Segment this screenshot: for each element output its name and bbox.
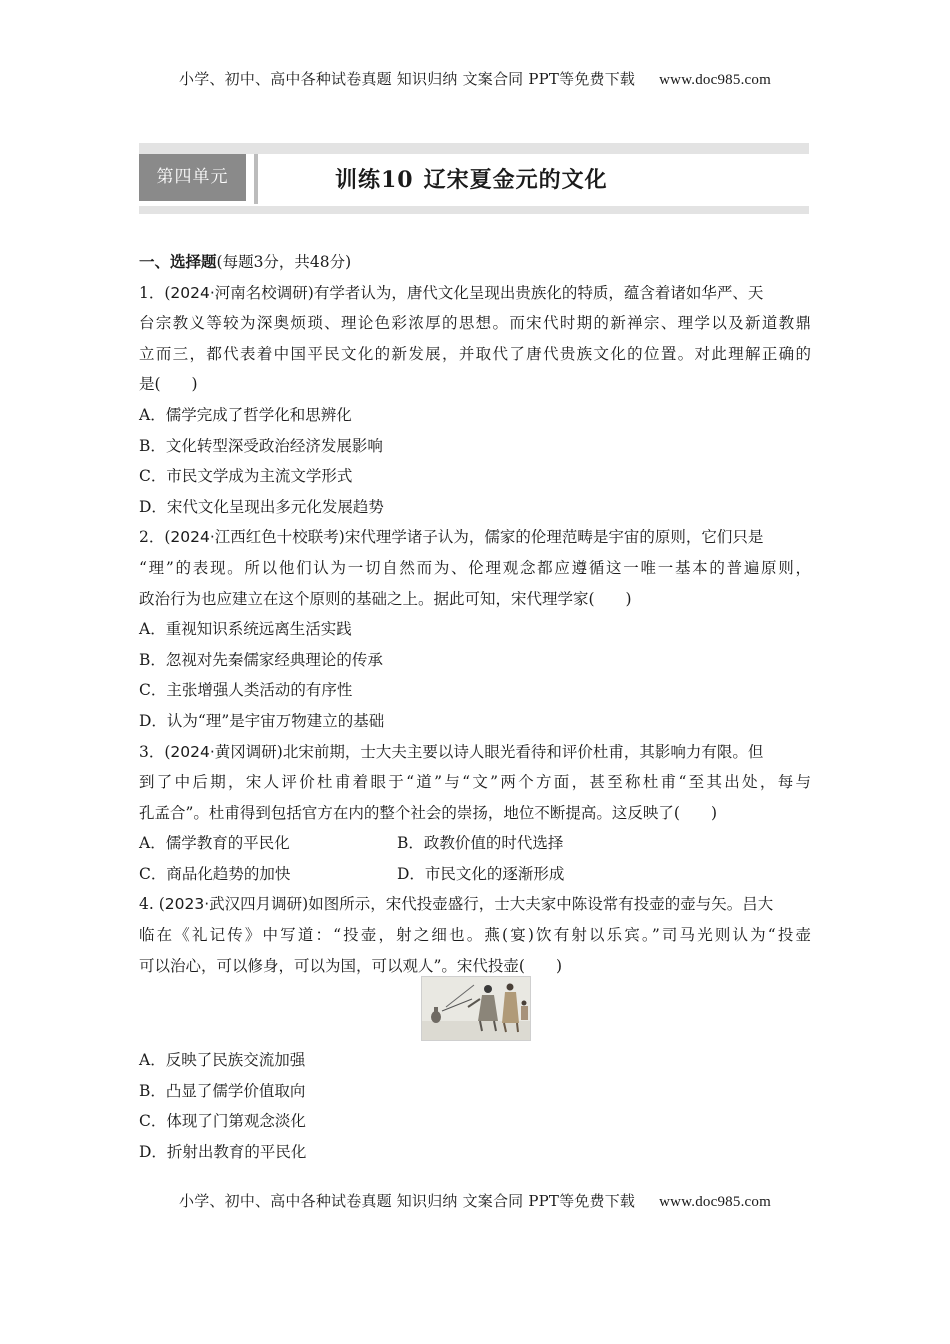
option-b[interactable]: B．文化转型深受政治经济发展影响 [139, 436, 383, 455]
option-a[interactable]: A．儒学完成了哲学化和思辨化 [139, 405, 352, 424]
question-source: 2024·黄冈调研 [170, 742, 277, 761]
question-line: 立而三，都代表着中国平民文化的新发展，并取代了唐代贵族文化的位置。对此理解正确的 [139, 344, 811, 363]
question-line: “理”的表现。所以他们认为一切自然而为、伦理观念都应遵循这一唯一基本的普遍原则， [139, 558, 811, 577]
option-b[interactable]: B．忽视对先秦儒家经典理论的传承 [139, 650, 383, 669]
option-d[interactable]: D．认为“理”是宇宙万物建立的基础 [139, 711, 385, 730]
page-header [0, 68, 950, 89]
question-prefix: 3．( [139, 742, 171, 761]
footer-text: 小学、初中、高中各种试卷真题 知识归纳 文案合同 PPT等免费下载 [179, 1192, 636, 1210]
question-line: 到了中后期，宋人评价杜甫着眼于“道”与“文”两个方面，甚至称杜甫“至其出处，每与 [139, 773, 811, 792]
question-3 [139, 737, 811, 890]
banner-top-strip [139, 143, 809, 154]
question-source: 2024·江西红色十校联考 [170, 528, 339, 547]
option-a[interactable]: A．儒学教育的平民化 [139, 834, 290, 853]
unit-banner [139, 143, 809, 214]
question-text: )北宋前期，士大夫主要以诗人眼光看待和评价杜甫，其影响力有限。但 [276, 742, 764, 761]
question-source: 2023·武汉四月调研 [164, 895, 303, 914]
question-1 [139, 278, 811, 523]
question-source: 2024·河南名校调研 [170, 283, 308, 302]
question-4-options [139, 1045, 811, 1167]
touhu-illustration-drawing [422, 977, 530, 1040]
header-url[interactable]: www.doc985.com [659, 72, 771, 88]
question-text: )如图所示，宋代投壶盛行，士大夫家中陈设常有投壶的壶与矢。吕大 [302, 895, 774, 914]
question-content [139, 247, 811, 981]
question-4 [139, 889, 811, 981]
question-line: 孔孟合”。杜甫得到包括官方在内的整个社会的崇扬，地位不断提高。这反映了( ) [139, 803, 718, 822]
title-text: 辽宋夏金元的文化 [423, 167, 608, 193]
footer-url[interactable]: www.doc985.com [659, 1194, 771, 1210]
question-2 [139, 522, 811, 736]
question-text: )宋代理学诸子认为，儒家的伦理范畴是宇宙的原则，它们只是 [338, 528, 764, 547]
question-prefix: 1．( [139, 283, 171, 302]
page-title [335, 163, 608, 194]
question-prefix: 2．( [139, 528, 171, 547]
question-line: 临在《礼记传》中写道：“投壶，射之细也。燕(宴)饮有射以乐宾。”司马光则认为“投壶 [139, 926, 811, 945]
option-d[interactable]: D．折射出教育的平民化 [139, 1142, 307, 1161]
option-row [139, 828, 811, 859]
question-line: 台宗教义等较为深奥烦琐、理论色彩浓厚的思想。而宋代时期的新禅宗、理学以及新道教鼎 [139, 314, 811, 333]
question-line [139, 522, 811, 553]
question-line: 可以治心，可以修身，可以为国，可以观人”。宋代投壶( ) [139, 956, 563, 975]
option-b[interactable]: B．凸显了儒学价值取向 [139, 1081, 306, 1100]
question-prefix: 4. ( [139, 895, 165, 914]
question-line: 是( ) [139, 375, 198, 394]
question-line [139, 278, 811, 309]
option-a[interactable]: A．反映了民族交流加强 [139, 1051, 306, 1069]
section-title: 一、选择题 [139, 253, 217, 271]
unit-label: 第四单元 [139, 154, 246, 201]
banner-divider [254, 154, 258, 204]
question-text: )有学者认为，唐代文化呈现出贵族化的特质，蕴含着诸如华严、天 [307, 283, 764, 302]
option-c[interactable]: C．主张增强人类活动的有序性 [139, 681, 353, 700]
section-heading [139, 247, 811, 278]
option-c[interactable]: C．商品化趋势的加快 [139, 864, 291, 883]
option-a[interactable]: A．重视知识系统远离生活实践 [139, 620, 352, 639]
question-line [139, 889, 811, 920]
page-footer [0, 1190, 950, 1211]
option-d[interactable]: D．市民文化的逐渐形成 [397, 864, 565, 883]
question-line: 政治行为也应建立在这个原则的基础之上。据此可知，宋代理学家( ) [139, 589, 632, 608]
option-d[interactable]: D．宋代文化呈现出多元化发展趋势 [139, 497, 384, 516]
option-row [139, 859, 811, 890]
option-c[interactable]: C．市民文学成为主流文学形式 [139, 467, 353, 486]
option-b[interactable]: B．政教价值的时代选择 [397, 834, 564, 853]
header-text: 小学、初中、高中各种试卷真题 知识归纳 文案合同 PPT等免费下载 [179, 70, 636, 88]
title-number: 训练10 [335, 167, 414, 193]
section-note: (每题3分，共48分) [216, 253, 352, 271]
banner-bottom-strip [139, 206, 809, 214]
touhu-illustration [421, 976, 531, 1041]
question-line [139, 737, 811, 768]
option-c[interactable]: C．体现了门第观念淡化 [139, 1112, 306, 1131]
